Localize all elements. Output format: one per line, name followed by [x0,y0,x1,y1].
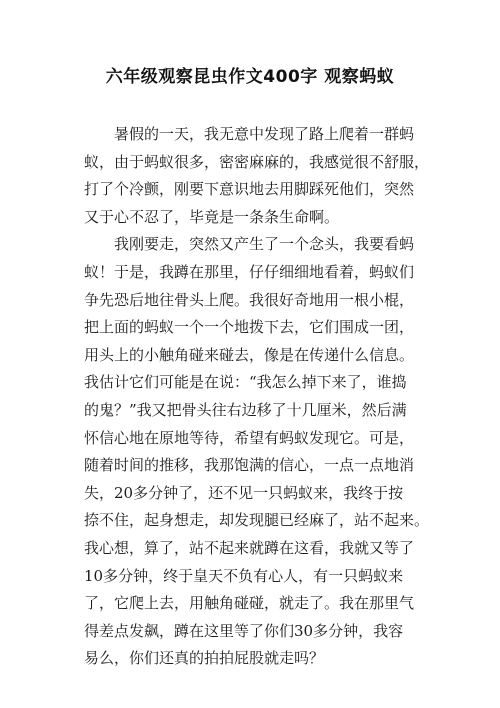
text-line: 用头上的小触角碰来碰去，像是在传递什么信息。 [84,345,415,364]
text-line: 了，它爬上去，用触角碰碰，就走了。我在那里气 [84,594,415,613]
text-line: 得差点发飙，蹲在这里等了你们30多分钟，我容 [84,621,404,640]
text-line: 我估计它们可能是在说：“我怎么掉下来了，谁捣 [84,373,407,392]
text-line: 把上面的蚂蚁一个一个地拨下去，它们围成一团， [84,318,415,337]
text-line: 打了个冷颤，刚要下意识地去用脚踩死他们，突然 [84,180,415,199]
text-line: 蚁！于是，我蹲在那里，仔仔细细地看着，蚂蚁们 [84,262,415,281]
text-line: 10多分钟，终于皇天不负有心人，有一只蚂蚁来 [84,566,404,585]
text-line: 我刚要走，突然又产生了一个念头，我要看蚂 [84,235,415,254]
text-line: 易么，你们还真的拍拍屁股就走吗？ [84,649,325,668]
document-body [84,121,434,673]
text-line: 怀信心地在原地等待，希望有蚂蚁发现它。可是， [84,428,415,447]
text-line: 捺不住，起身想走，却发现腿已经麻了，站不起来。 [84,511,430,530]
text-line: 我心想，算了，站不起来就蹲在这看，我就又等了 [84,538,415,557]
text-line: 蚁，由于蚂蚁很多，密密麻麻的，我感觉很不舒服， [84,152,430,171]
document-title: 六年级观察昆虫作文400字 观察蚂蚁 [105,67,395,87]
text-line: 争先恐后地往骨头上爬。我很好奇地用一根小棍， [84,290,415,309]
text-line: 的鬼？”我又把骨头往右边移了十几厘米，然后满 [84,400,407,419]
text-line: 失，20多分钟了，还不见一只蚂蚁来，我终于按 [84,483,404,502]
text-line: 又于心不忍了，毕竟是一条条生命啊。 [84,207,340,226]
text-line: 暑假的一天，我无意中发现了路上爬着一群蚂 [84,125,415,143]
text-line: 随着时间的推移，我那饱满的信心，一点一点地消 [84,456,415,475]
